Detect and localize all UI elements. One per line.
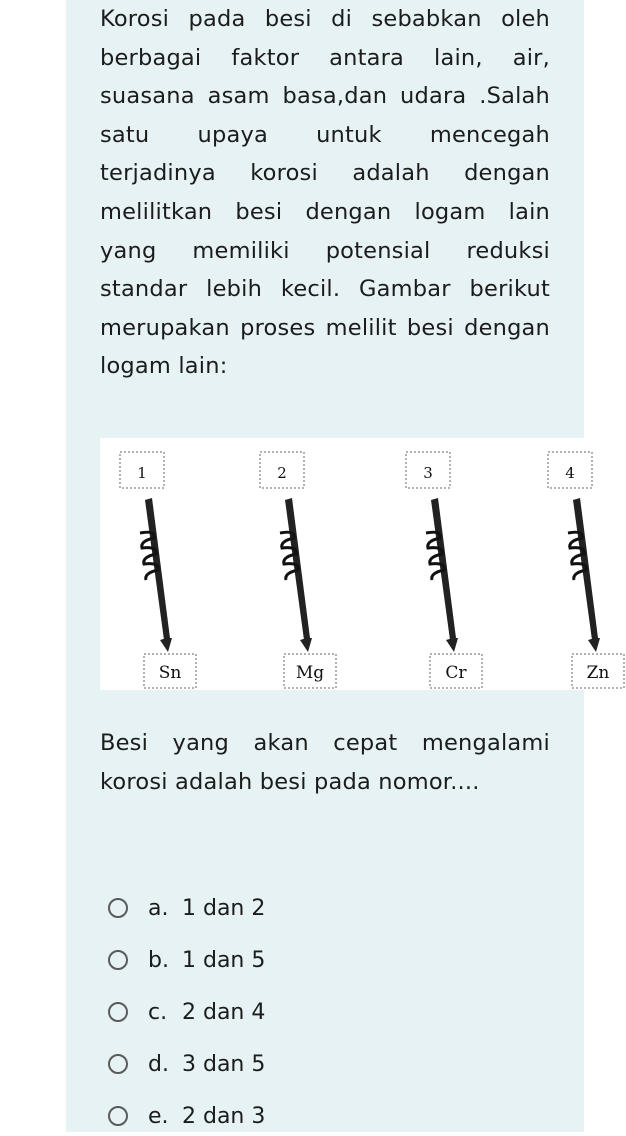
nail-2-tip	[300, 638, 312, 652]
option-b[interactable]	[108, 940, 528, 980]
radio-circle-icon[interactable]	[108, 1054, 128, 1074]
nail-3-number: 3	[423, 464, 433, 482]
option-letter: c.	[148, 999, 168, 1025]
nail-4-number: 4	[565, 464, 575, 482]
option-letter: b.	[148, 947, 169, 973]
option-label: 3 dan 5	[182, 1051, 266, 1077]
option-label: 1 dan 5	[182, 947, 266, 973]
nail-4	[548, 452, 624, 688]
option-d[interactable]	[108, 1044, 528, 1084]
nail-2-number: 2	[277, 464, 287, 482]
radio-circle-icon[interactable]	[108, 1002, 128, 1022]
question-text: Korosi pada besi di sebabkan oleh berbagai faktor antara lain, air, suasana asam basa,dan udara .Salah satu upaya untuk mencegah terjadinya korosi adalah dengan melilitkan besi dengan logam lain yang memiliki potensial reduksi standar lebih kecil. Gambar berikut merupakan proses melilit besi dengan logam lain:	[100, 6, 550, 380]
nail-figure	[100, 438, 626, 690]
question-closing-text: Besi yang akan cepat mengalami korosi adalah besi pada nomor....	[100, 730, 550, 795]
nail-1-number: 1	[137, 464, 147, 482]
nail-2	[260, 452, 336, 688]
option-letter: a.	[148, 895, 169, 921]
option-label: 2 dan 3	[182, 1103, 266, 1129]
nail-3	[406, 452, 482, 688]
nail-1	[120, 452, 196, 688]
nail-diagram	[100, 438, 626, 690]
nail-4-metal: Zn	[586, 663, 610, 683]
nail-3-tip	[446, 638, 458, 652]
nail-4-tip	[588, 638, 600, 652]
radio-circle-icon[interactable]	[108, 1106, 128, 1126]
option-e[interactable]	[108, 1096, 528, 1136]
option-label: 2 dan 4	[182, 999, 266, 1025]
nail-1-tip	[160, 638, 172, 652]
option-c[interactable]	[108, 992, 528, 1032]
option-label: 1 dan 2	[182, 895, 266, 921]
nail-2-metal: Mg	[295, 663, 325, 683]
option-letter: d.	[148, 1051, 169, 1077]
radio-circle-icon[interactable]	[108, 950, 128, 970]
option-letter: e.	[148, 1103, 169, 1129]
radio-circle-icon[interactable]	[108, 898, 128, 918]
nail-3-metal: Cr	[445, 663, 467, 683]
option-a[interactable]	[108, 888, 528, 928]
nail-1-metal: Sn	[158, 663, 182, 683]
